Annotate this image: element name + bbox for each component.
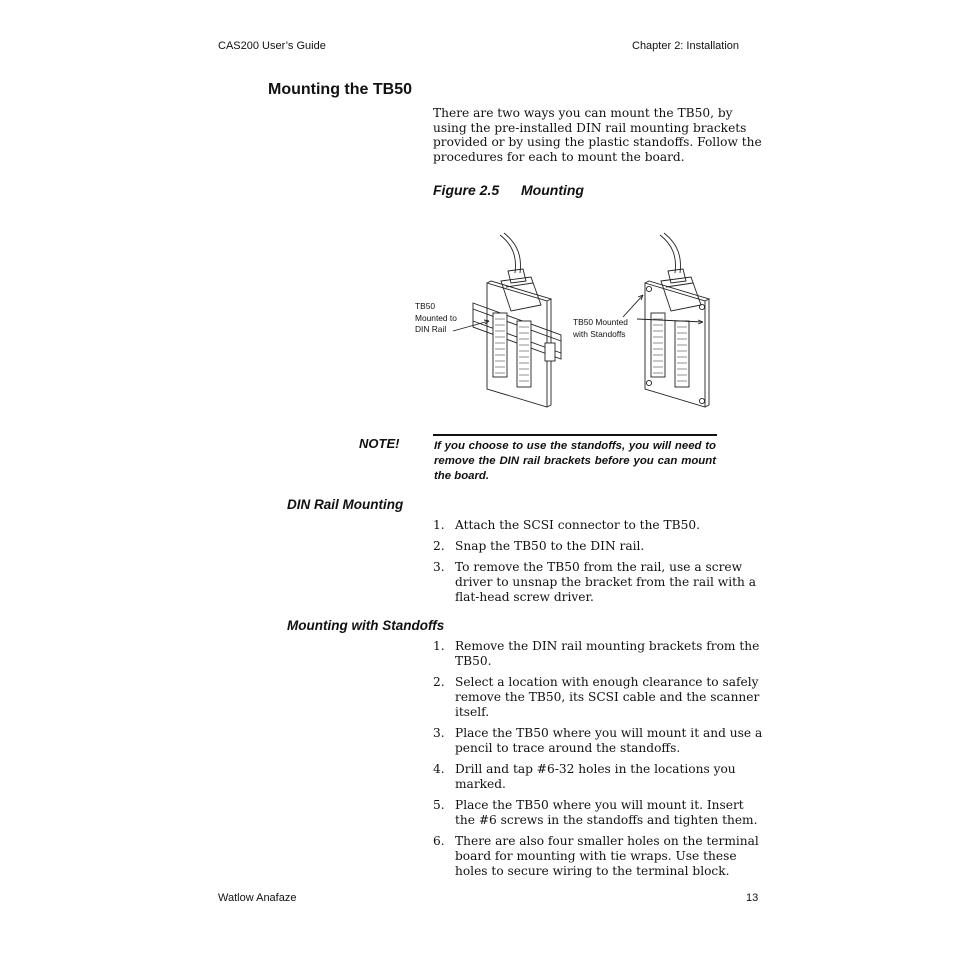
- note-rule: [433, 434, 717, 436]
- page-number: 13: [746, 892, 759, 904]
- din-rail-steps: [433, 518, 763, 611]
- figure-label-standoffs: TB50 Mounted with Standoffs: [573, 317, 628, 339]
- list-item: 3. To remove the TB50 from the rail, use a screw driver to unsnap the bracket from the rail with a flat-head screw driver.: [433, 560, 757, 604]
- mounting-figure: [405, 225, 725, 415]
- intro-paragraph: There are two ways you can mount the TB50, by using the pre-installed DIN rail mounting brackets provided or by using the plastic standoffs. Follow the procedures for each to mount the board.: [433, 106, 762, 165]
- list-item: 5. Place the TB50 where you will mount it. Insert the #6 screws in the standoffs and tighten them.: [433, 798, 758, 827]
- list-item: 1. Remove the DIN rail mounting brackets from the TB50.: [433, 639, 760, 668]
- standoffs-heading: Mounting with Standoffs: [287, 618, 445, 633]
- din-rail-heading: DIN Rail Mounting: [287, 497, 404, 512]
- figure-label-din-rail: TB50 Mounted to DIN Rail: [415, 301, 457, 334]
- list-item: 2. Select a location with enough clearance to safely remove the TB50, its SCSI cable and the scanner itself.: [433, 675, 760, 719]
- list-item: 2. Snap the TB50 to the DIN rail.: [433, 539, 645, 553]
- section-title: Mounting the TB50: [268, 81, 412, 98]
- list-item: 3. Place the TB50 where you will mount it and use a pencil to trace around the standoffs.: [433, 726, 763, 755]
- list-item: 4. Drill and tap #6-32 holes in the locations you marked.: [433, 762, 736, 791]
- figure-title: Mounting: [521, 182, 584, 198]
- figure-caption: [433, 182, 584, 198]
- list-item: 6. There are also four smaller holes on the terminal board for mounting with tie wraps. Use these holes to secure wiring to the terminal block.: [433, 834, 759, 878]
- running-header-left: CAS200 User’s Guide: [218, 40, 326, 52]
- note-text: If you choose to use the standoffs, you will need to remove the DIN rail brackets before you can mount the board.: [434, 440, 716, 483]
- list-item: 1. Attach the SCSI connector to the TB50.: [433, 518, 700, 532]
- note-label: NOTE!: [359, 436, 400, 451]
- figure-number: Figure 2.5: [433, 182, 500, 198]
- running-header-right: Chapter 2: Installation: [632, 40, 740, 52]
- footer-left: Watlow Anafaze: [218, 892, 297, 904]
- standoffs-steps: [433, 639, 763, 885]
